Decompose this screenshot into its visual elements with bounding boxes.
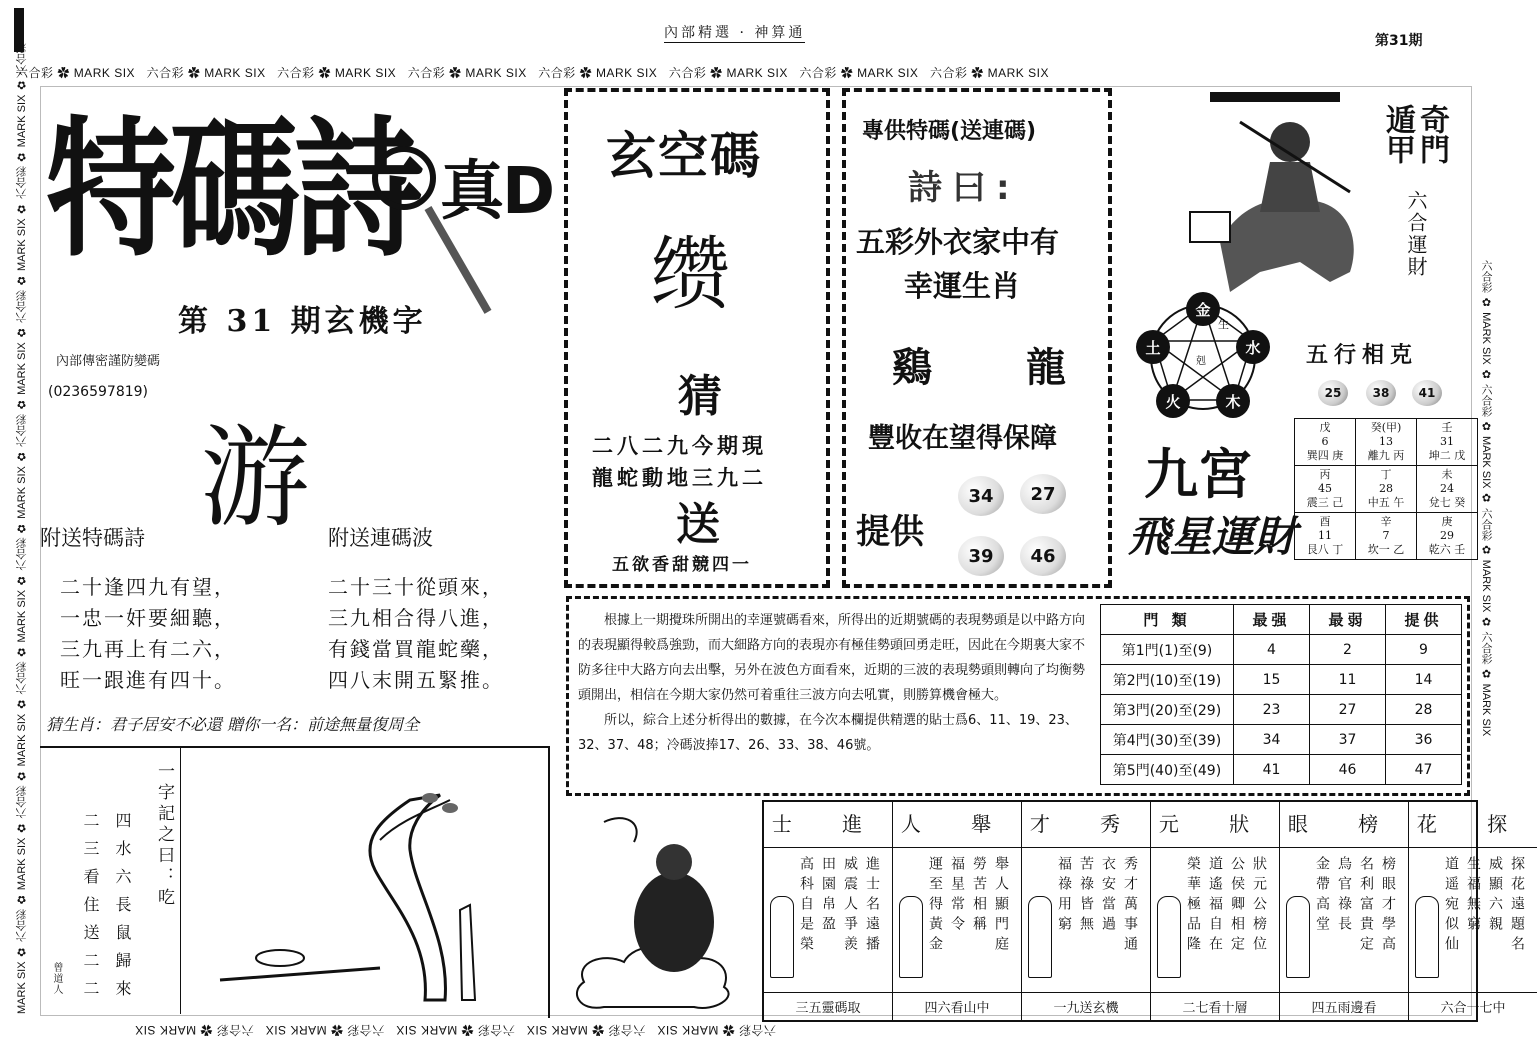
poem2-line: 有錢當買龍蛇藥， bbox=[328, 637, 504, 661]
scholar-figure bbox=[1028, 896, 1052, 978]
left-side-banner: MARK SIX ✿ 六合彩 ✿ MARK SIX ✿ 六合彩 ✿ MARK SIX ✿ 六合彩 ✿ MARK SIX ✿ 六合彩 ✿ MARK SIX ✿ 六合彩 ✿ MARK SIX ✿ 六合彩 ✿ MARK SIX ✿ 六合彩 ✿ MARK SIX ✿ 六合彩 bbox=[16, 42, 28, 1014]
door-strongest: 34 bbox=[1234, 725, 1310, 755]
poem2-line: 三九相合得八進， bbox=[328, 606, 504, 630]
scholar-verse-col: 田園帛盈 bbox=[820, 856, 836, 936]
door-provide: 14 bbox=[1386, 665, 1462, 695]
xuankong-send: 送 bbox=[676, 499, 720, 550]
mystery-character: 游 bbox=[200, 414, 310, 542]
door-weakest: 11 bbox=[1310, 665, 1386, 695]
feixing-title: 飛星運財 bbox=[1128, 512, 1297, 561]
scholar-verse-col: 福祿用窮 bbox=[1056, 856, 1072, 936]
analysis-para: 根據上一期攪珠所開出的幸運號碼看來，所得出的近期號碼的表現勢頭是以中路方向的表現顯得較爲強勁，而大細路方向的表現亦有極佳勢頭回勇走旺，因此在今期裏大家不防多往中大路方向去出擊，另外在波色方面看來，近期的三波的表現勢頭則轉向了均衡勢頭開出，相信在今期大家仍然可着重往三波方向去吼實，則勝算機會極大。 bbox=[578, 613, 1086, 703]
palace-cell: 辛 7 坎一 乙 bbox=[1356, 513, 1417, 560]
scholar-footer: 四五雨邊看 bbox=[1280, 992, 1408, 1016]
lottery-ball: 46 bbox=[1020, 536, 1066, 576]
xuankong-line1: 二八二九今期現 bbox=[592, 433, 767, 458]
scholar-verse-col: 狀元公榜位 bbox=[1251, 856, 1267, 956]
scholar-verse-col: 榜眼才學高 bbox=[1380, 856, 1396, 956]
door-strongest: 41 bbox=[1234, 755, 1310, 785]
door-label: 第5門(40)至(49) bbox=[1101, 755, 1234, 785]
immortal-on-cloud-illustration bbox=[564, 812, 760, 1018]
poem2-lines bbox=[328, 572, 504, 696]
poem1-line: 旺一跟進有四十。 bbox=[60, 668, 236, 692]
phone-number: (0236597819) bbox=[48, 384, 148, 400]
issue-number: 第31期 bbox=[1375, 33, 1423, 49]
palace-cell: 戊 6 巽四 庚 bbox=[1295, 419, 1356, 466]
poem1-line: 二十逢四九有望， bbox=[60, 575, 236, 599]
door-strongest: 23 bbox=[1234, 695, 1310, 725]
xuankong-guess: 猜 bbox=[678, 371, 722, 422]
door-label: 第2門(10)至(19) bbox=[1101, 665, 1234, 695]
wuxing-ball: 41 bbox=[1412, 380, 1442, 406]
table-row bbox=[1101, 755, 1462, 785]
scholar-title: 眼 榜 bbox=[1280, 802, 1408, 848]
poem1-line: 一忠一奸要細聽， bbox=[60, 606, 236, 630]
scholar-verse-col: 進士名遠播 bbox=[864, 856, 880, 956]
scholar-verse-col: 公侯卿相定 bbox=[1229, 856, 1245, 956]
door-weakest: 27 bbox=[1310, 695, 1386, 725]
riddle-col: 二三看住送二二 bbox=[81, 812, 100, 1008]
door-strongest: 15 bbox=[1234, 665, 1310, 695]
door-weakest: 46 bbox=[1310, 755, 1386, 785]
main-title: 特碼詩 bbox=[46, 102, 419, 278]
table-row bbox=[1101, 635, 1462, 665]
jiugong-title: 九宮 bbox=[1144, 443, 1252, 506]
doors-header: 最弱 bbox=[1310, 605, 1386, 635]
top-banner: 六合彩 ✿ MARK SIX 六合彩 ✿ MARK SIX 六合彩 ✿ MARK SIX 六合彩 ✿ MARK SIX 六合彩 ✿ MARK SIX 六合彩 ✿ MARK SIX 六合彩 ✿ MARK SIX 六合彩 ✿ MARK SIX bbox=[16, 66, 1049, 80]
element-fire: 火 bbox=[1156, 384, 1190, 418]
riddle-col: 四水六長鼠歸來 bbox=[113, 812, 132, 1008]
palace-cell: 未 24 兌七 癸 bbox=[1417, 466, 1478, 513]
scholar-card bbox=[1022, 802, 1151, 1020]
table-row bbox=[1101, 725, 1462, 755]
poem-label: 詩曰: bbox=[908, 168, 1020, 208]
xuankong-line2: 龍蛇動地三九二 bbox=[592, 465, 767, 490]
scholar-verse-col: 金帶高堂 bbox=[1314, 856, 1330, 936]
palace-cell: 癸(甲) 13 離九 丙 bbox=[1356, 419, 1417, 466]
scholar-title: 花 探 bbox=[1409, 802, 1537, 848]
door-provide: 28 bbox=[1386, 695, 1462, 725]
riddle-vertical-text: 一字記之曰：吃 bbox=[154, 762, 174, 909]
element-wood: 木 bbox=[1216, 384, 1250, 418]
nine-palace-grid bbox=[1294, 418, 1478, 560]
doors-header: 最强 bbox=[1234, 605, 1310, 635]
qimen-warrior-illustration bbox=[1180, 92, 1370, 307]
right-side-banner: 六合彩 ✿ MARK SIX ✿ 六合彩 ✿ MARK SIX ✿ 六合彩 ✿ MARK SIX ✿ 六合彩 ✿ MARK SIX bbox=[1480, 260, 1492, 737]
scholar-verse-col: 高科自是榮 bbox=[798, 856, 814, 956]
wuxing-ball: 25 bbox=[1318, 380, 1348, 406]
scholar-figure bbox=[1286, 896, 1310, 978]
palace-cell: 酉 11 艮八 丁 bbox=[1295, 513, 1356, 560]
scholar-verse-col: 福星常令 bbox=[949, 856, 965, 936]
scholar-verse-col: 運至得黃金 bbox=[927, 856, 943, 956]
door-weakest: 37 bbox=[1310, 725, 1386, 755]
scholar-title: 才 秀 bbox=[1022, 802, 1150, 848]
scholar-footer: 四六看山中 bbox=[893, 992, 1021, 1016]
palace-cell: 丙 45 震三 己 bbox=[1295, 466, 1356, 513]
top-header-title: 內部精選 · 神算通 bbox=[664, 22, 805, 43]
table-row bbox=[1101, 695, 1462, 725]
poem2-title: 附送連碼波 bbox=[328, 526, 433, 550]
xuankong-title: 玄空碼 bbox=[606, 127, 762, 185]
door-label: 第4門(30)至(39) bbox=[1101, 725, 1234, 755]
scholar-title: 元 狀 bbox=[1151, 802, 1279, 848]
signature: 曾道人 bbox=[51, 962, 62, 995]
door-provide: 36 bbox=[1386, 725, 1462, 755]
doors-table bbox=[1100, 604, 1462, 785]
scholar-verse-col: 名利富貴定 bbox=[1358, 856, 1374, 956]
zodiac-dragon: 龍 bbox=[1026, 344, 1066, 391]
lottery-ball: 34 bbox=[958, 476, 1004, 516]
scholar-card bbox=[1280, 802, 1409, 1020]
scholar-verse-col: 生福無窮 bbox=[1465, 856, 1481, 936]
scholar-footer: 二七看十層 bbox=[1151, 992, 1279, 1016]
wuxing-title: 五行相克 bbox=[1306, 342, 1419, 368]
riddle-divider bbox=[180, 748, 181, 1014]
door-provide: 9 bbox=[1386, 635, 1462, 665]
brand-logo-cn: 六合彩 bbox=[16, 66, 54, 80]
element-metal: 金 bbox=[1186, 292, 1220, 326]
scholar-verse-col: 威顯六親 bbox=[1487, 856, 1503, 936]
palace-cell: 丁 28 中五 午 bbox=[1356, 466, 1417, 513]
liuhe-title: 六合運財 bbox=[1404, 190, 1428, 278]
title-tag: 真D bbox=[440, 155, 554, 229]
guess-zodiac-line: 猜生肖：君子居安不必還 贈你一名：前途無量復周全 bbox=[46, 715, 420, 734]
special-title: 專供特碼(送連碼) bbox=[862, 119, 1037, 144]
secret-note: 內部傳密謹防變碼 bbox=[56, 354, 161, 369]
scholar-card bbox=[764, 802, 893, 1020]
scholar-verse-col: 苦祿皆無 bbox=[1078, 856, 1094, 936]
scholar-verse-col: 威震人爭羨 bbox=[842, 856, 858, 956]
scholar-verse-col: 秀才萬事通 bbox=[1122, 856, 1138, 956]
magnifier-icon bbox=[372, 146, 436, 210]
poem2-line: 二十三十從頭來， bbox=[328, 575, 504, 599]
special-line2: 幸運生肖 bbox=[904, 269, 1021, 303]
door-weakest: 2 bbox=[1310, 635, 1386, 665]
poem1-lines bbox=[60, 572, 236, 696]
scholar-verse-col: 衣安當過 bbox=[1100, 856, 1116, 936]
bottom-banner: 六合彩 ✿ MARK SIX 六合彩 ✿ MARK SIX 六合彩 ✿ MARK SIX 六合彩 ✿ MARK SIX 六合彩 ✿ MARK SIX bbox=[134, 1023, 776, 1037]
tree-illustration bbox=[200, 780, 500, 1010]
pentagram-sheng: 生 bbox=[1218, 318, 1229, 331]
lottery-ball: 27 bbox=[1020, 474, 1066, 514]
qimen-title: 奇門遁甲 bbox=[1380, 104, 1449, 164]
scholar-card bbox=[893, 802, 1022, 1020]
poem2-line: 四八末開五緊推。 bbox=[328, 668, 504, 692]
lottery-ball: 39 bbox=[958, 536, 1004, 576]
poem1-line: 三九再上有二六， bbox=[60, 637, 236, 661]
scholar-card bbox=[1151, 802, 1280, 1020]
door-label: 第3門(20)至(29) bbox=[1101, 695, 1234, 725]
pentagram-center: 剋 bbox=[1196, 356, 1206, 367]
analysis-text bbox=[578, 608, 1096, 758]
scholar-footer: 三五靈碼取 bbox=[764, 992, 892, 1016]
element-water: 水 bbox=[1236, 330, 1270, 364]
scholar-figure bbox=[770, 896, 794, 978]
scholar-figure bbox=[1157, 896, 1181, 978]
scholar-card bbox=[1409, 802, 1537, 1020]
scholar-verse-col: 探花遠題名 bbox=[1509, 856, 1525, 956]
scholar-verse-col: 舉人顯門庭 bbox=[993, 856, 1009, 956]
table-row bbox=[1101, 665, 1462, 695]
element-earth: 土 bbox=[1136, 330, 1170, 364]
door-provide: 47 bbox=[1386, 755, 1462, 785]
wuxing-ball: 38 bbox=[1366, 380, 1396, 406]
door-strongest: 4 bbox=[1234, 635, 1310, 665]
scholar-verse-col: 道遙福自在 bbox=[1207, 856, 1223, 956]
scholar-verse-col: 勞苦相稱 bbox=[971, 856, 987, 936]
period-subtitle: 第 31 期玄機字 bbox=[178, 304, 427, 339]
poem1-title: 附送特碼詩 bbox=[40, 526, 145, 550]
xuankong-bottom: 五欲香甜競四一 bbox=[612, 555, 752, 575]
palace-cell: 壬 31 坤二 戊 bbox=[1417, 419, 1478, 466]
scholar-footer: 一九送玄機 bbox=[1022, 992, 1150, 1016]
door-label: 第1門(1)至(9) bbox=[1101, 635, 1234, 665]
scholar-footer: 六合一七中 bbox=[1409, 992, 1537, 1016]
scholars-panel bbox=[762, 800, 1530, 1022]
analysis-para: 所以，綜合上述分析得出的數據，在今次本欄提供精選的貼士爲6、11、19、23、32、37、48；冷碼波捧17、26、33、38、46號。 bbox=[578, 713, 1078, 753]
scholar-figure bbox=[899, 896, 923, 978]
scholar-verse-col: 道遥宛似仙 bbox=[1443, 856, 1459, 956]
scholar-verse-col: 榮華極品隆 bbox=[1185, 856, 1201, 956]
doors-header: 提供 bbox=[1386, 605, 1462, 635]
zodiac-rooster: 鷄 bbox=[892, 344, 932, 391]
scholar-title: 士 進 bbox=[764, 802, 892, 848]
palace-cell: 庚 29 乾六 壬 bbox=[1417, 513, 1478, 560]
special-line3: 豐收在望得保障 bbox=[868, 423, 1057, 454]
scholar-figure bbox=[1415, 896, 1439, 978]
provide-label: 提供 bbox=[856, 512, 924, 552]
scholar-verse-col: 烏官祿長 bbox=[1336, 856, 1352, 936]
scholar-title: 人 舉 bbox=[893, 802, 1021, 848]
xuankong-glyph: 缵 bbox=[650, 228, 730, 321]
doors-header: 門 類 bbox=[1101, 605, 1234, 635]
special-line1: 五彩外衣家中有 bbox=[856, 225, 1060, 259]
